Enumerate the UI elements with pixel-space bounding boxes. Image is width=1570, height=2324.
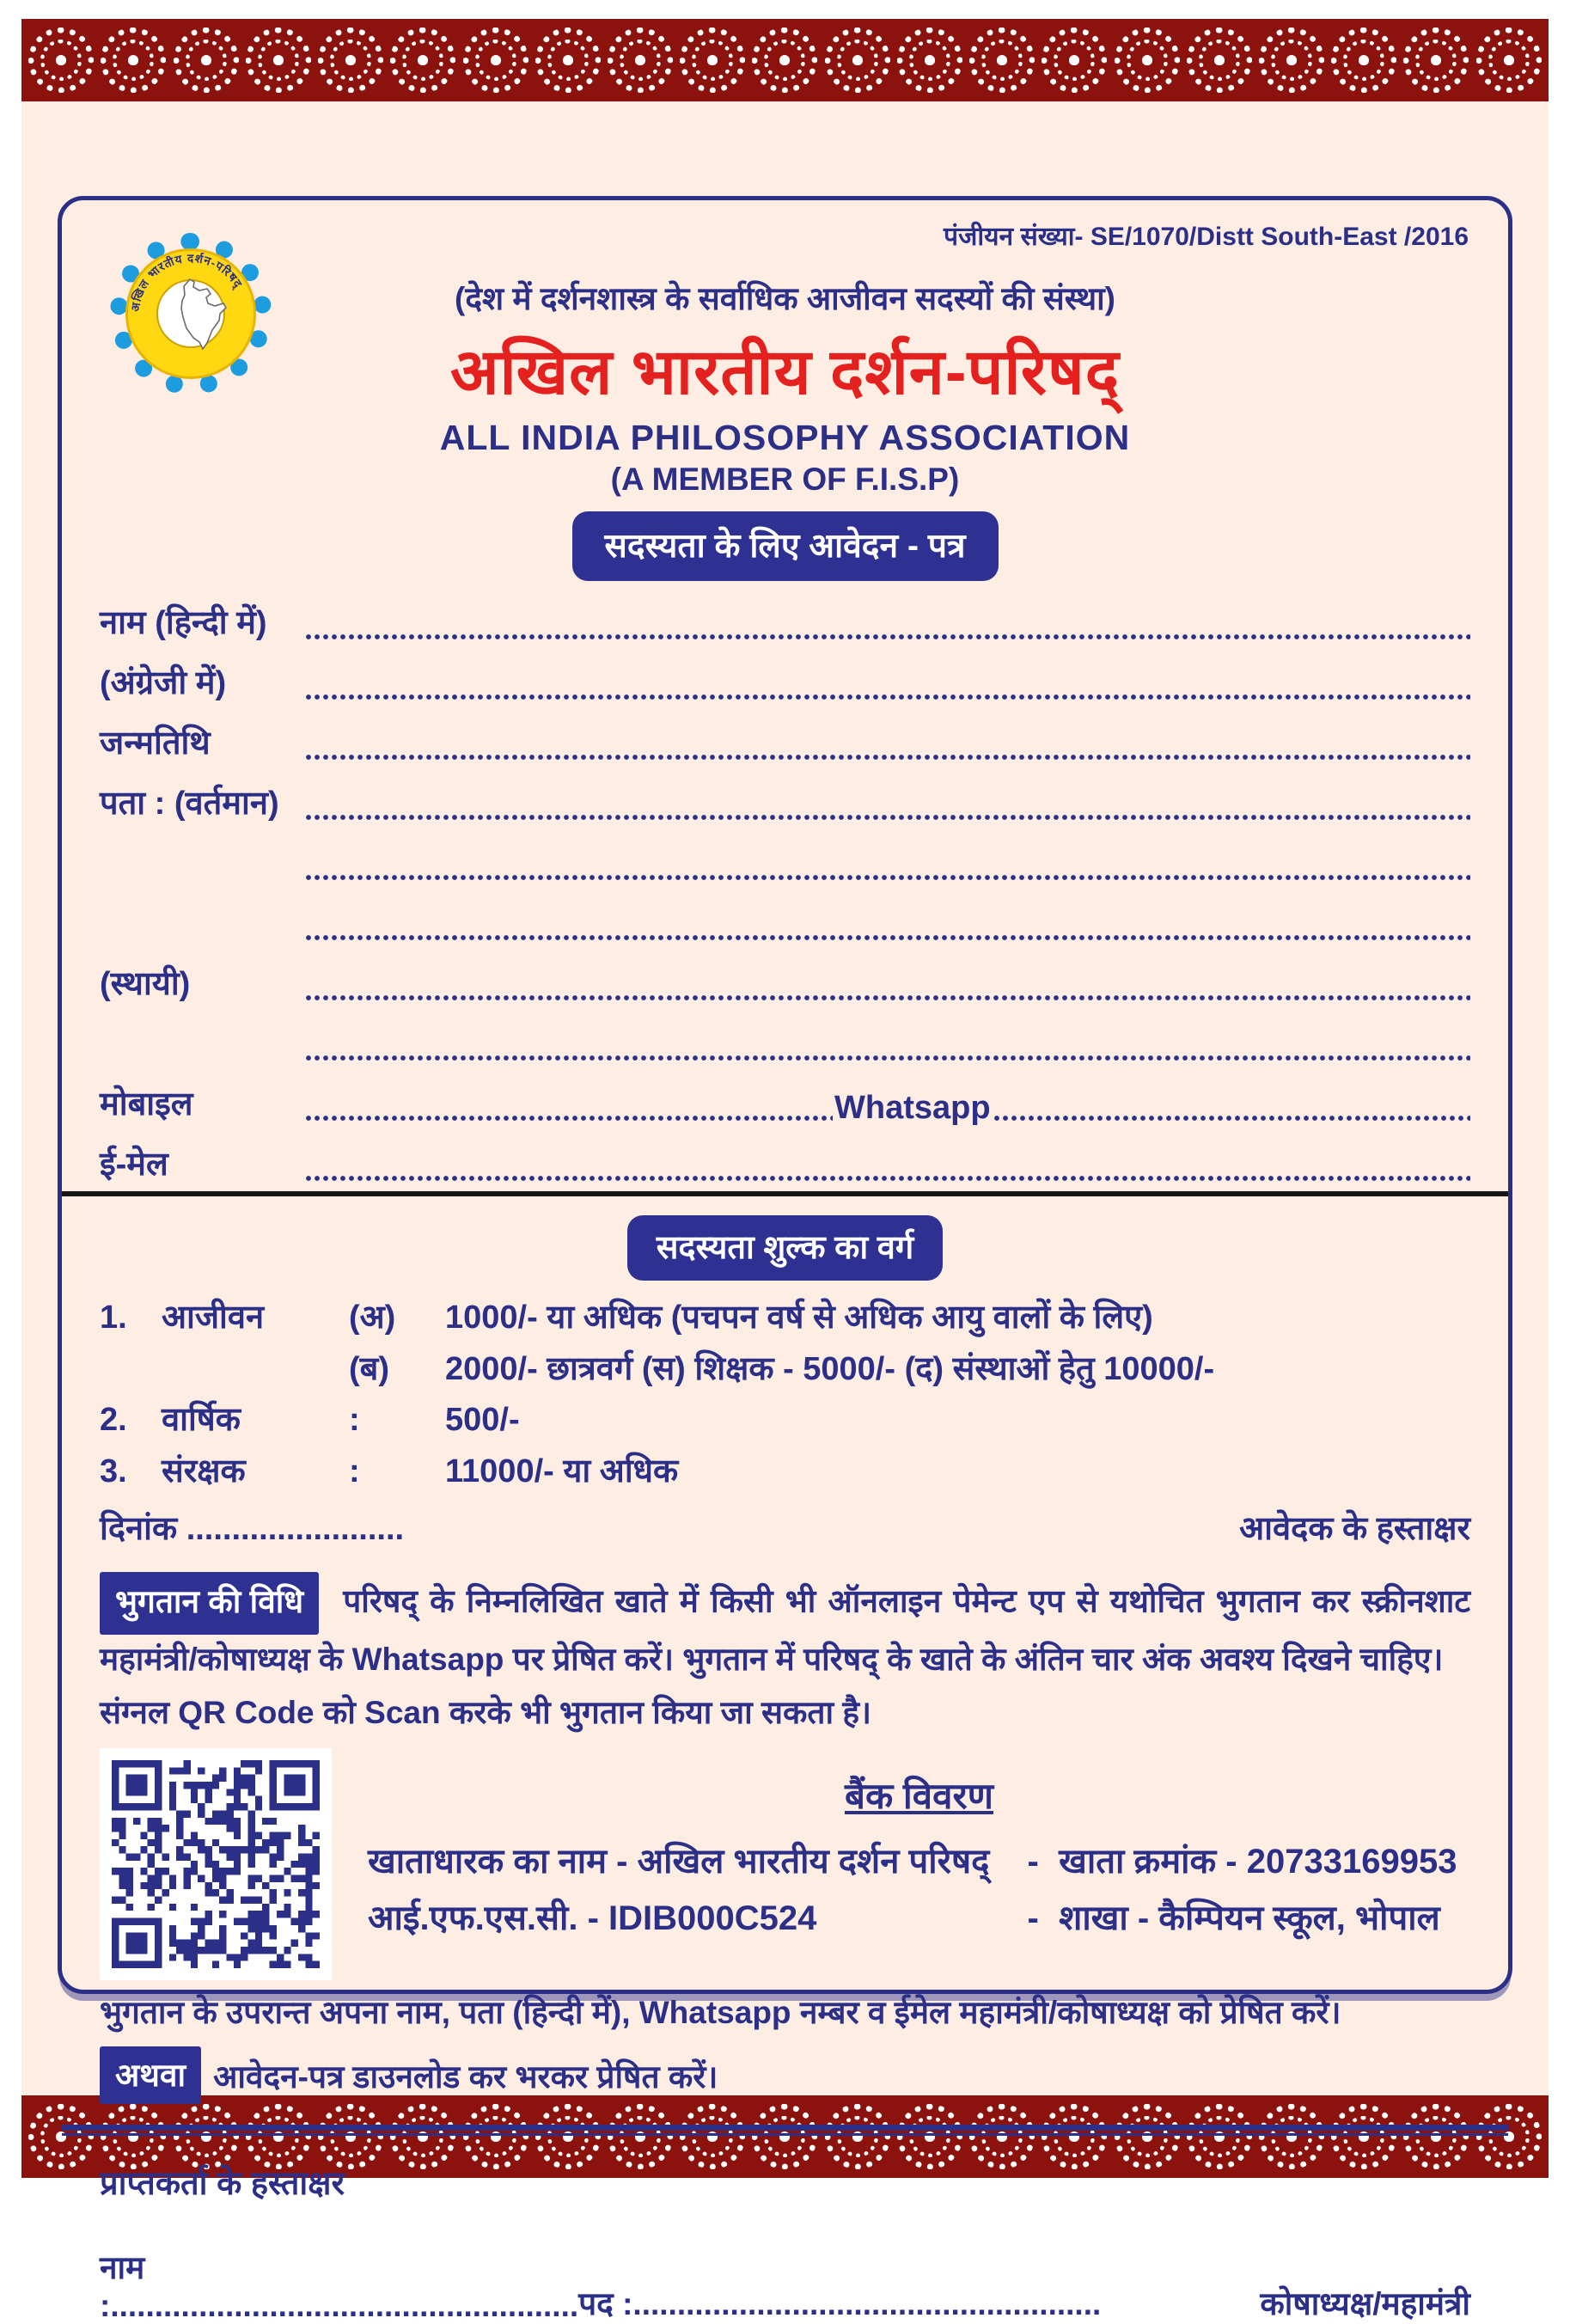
form-field-row — [100, 1145, 1470, 1183]
fee-name — [162, 1351, 349, 1389]
fee-row — [100, 1402, 1470, 1440]
field-label-address-current: पता : (वर्तमान) — [100, 786, 279, 823]
fee-name: संरक्षक — [162, 1453, 246, 1490]
logo-ring-text: अखिल भारतीय दर्शन-परिषद् — [128, 251, 245, 313]
field-label-mobile: मोबाइल — [100, 1086, 193, 1123]
rangoli-motif-icon — [1115, 28, 1180, 93]
fee-table — [100, 1300, 1470, 1491]
rangoli-motif-icon — [680, 28, 745, 93]
rangoli-motif-icon — [28, 28, 94, 93]
footer-name-label: नाम :..................................................... — [100, 2250, 579, 2324]
rangoli-motif-icon — [28, 2104, 94, 2169]
bank-details-section — [100, 1748, 1470, 1980]
org-name-hindi: अखिल भारतीय दर्शन-परिषद् — [449, 336, 1121, 407]
rangoli-motif-icon — [608, 28, 673, 93]
dash: - — [1027, 1899, 1039, 1938]
rangoli-motif-icon — [969, 28, 1035, 93]
fee-subcategory: : — [349, 1453, 360, 1490]
account-holder-name: खाताधारक का नाम - अखिल भारतीय दर्शन परिषद् — [368, 1843, 990, 1881]
form-field-row — [100, 603, 1470, 641]
decorative-border-top — [21, 19, 1549, 101]
footer-divider — [62, 2125, 1508, 2136]
bank-details-heading: बैंक विवरण — [844, 1776, 994, 1817]
rangoli-motif-icon — [1331, 28, 1396, 93]
payment-text-1: परिषद् के निम्नलिखित खाते में किसी भी ऑनलाइन पेमेन्ट एप से यथोचित भुगतान कर स्क्रीनशाट — [343, 1583, 1470, 1619]
dotted-line — [304, 990, 1470, 1002]
field-label-name-english: (अंग्रेजी में) — [100, 665, 227, 702]
fee-subcategory: (ब) — [349, 1350, 390, 1387]
section-divider — [62, 1191, 1508, 1196]
rangoli-motif-icon — [174, 28, 239, 93]
fee-row — [100, 1453, 1470, 1491]
fee-description: 11000/- या अधिक — [445, 1453, 679, 1490]
form-sheet — [21, 19, 1549, 2324]
fee-row — [100, 1300, 1470, 1337]
footer-designation: कोषाध्यक्ष/महामंत्री — [1260, 2286, 1470, 2322]
fee-description: 500/- — [445, 1402, 520, 1439]
rangoli-motif-icon — [1403, 28, 1469, 93]
fee-name: आजीवन — [162, 1300, 265, 1336]
logo-detail — [107, 229, 275, 398]
fee-number: 2. — [100, 1402, 127, 1439]
fee-number — [100, 1351, 162, 1389]
whatsapp-inline-label: Whatsapp — [834, 1089, 991, 1126]
org-tagline: (देश में दर्शनशास्त्र के सर्वाधिक आजीवन सदस्यों की संस्था) — [455, 281, 1115, 316]
form-title-badge: सदस्यता के लिए आवेदन - पत्र — [572, 511, 999, 581]
rangoli-motif-icon — [535, 28, 601, 93]
application-form — [58, 196, 1512, 2324]
account-number: खाता क्रमांक - 20733169953 — [1059, 1843, 1457, 1881]
field-label-email: ई-मेल — [100, 1147, 168, 1183]
fee-description: 2000/- छात्रवर्ग (स) शिक्षक - 5000/- (द) संस्थाओं हेतु 10000/- — [445, 1350, 1215, 1387]
rangoli-motif-icon — [1187, 28, 1252, 93]
dotted-line — [304, 749, 1470, 761]
branch-name: शाखा - कैम्पियन स्कूल, भोपाल — [1059, 1899, 1440, 1938]
rangoli-motif-icon — [101, 28, 166, 93]
form-field-row — [100, 844, 1470, 882]
dotted-line — [304, 1110, 833, 1122]
fee-section-title-badge: सदस्यता शुल्क का वर्ग — [627, 1215, 944, 1281]
payment-method-badge: भुगतान की विधि — [100, 1572, 319, 1635]
form-field-row — [100, 904, 1470, 942]
or-badge: अथवा — [100, 2046, 201, 2104]
receiver-signature-label: प्राप्तकर्ता के हस्ताक्षर — [100, 2166, 345, 2203]
rangoli-motif-icon — [1259, 28, 1324, 93]
rangoli-motif-icon — [825, 28, 890, 93]
qr-code — [100, 1748, 332, 1980]
fee-subcategory: : — [349, 1402, 360, 1439]
applicant-signature-label: आवेदक के हस्ताक्षर — [1239, 1510, 1470, 1547]
india-map-icon — [181, 279, 226, 349]
or-row — [100, 2046, 1470, 2104]
field-label-dob: जन्मतिथि — [100, 725, 211, 762]
rangoli-motif-icon — [318, 28, 383, 93]
fee-name: वार्षिक — [162, 1402, 241, 1439]
form-field-row — [100, 784, 1470, 822]
field-label-name-hindi: नाम (हिन्दी में) — [100, 605, 267, 642]
bank-row — [368, 1899, 1470, 1938]
dotted-line — [304, 870, 1470, 882]
form-fields — [100, 603, 1470, 1183]
rangoli-motif-icon — [463, 28, 528, 93]
dotted-line — [304, 689, 1470, 701]
payment-text-3: संग्नल QR Code को Scan करके भी भुगतान किया जा सकता है। — [100, 1695, 871, 1731]
rangoli-motif-icon — [1476, 2104, 1542, 2169]
fee-subcategory: (अ) — [349, 1300, 396, 1336]
dotted-line — [304, 1171, 1470, 1183]
form-field-row — [100, 1024, 1470, 1062]
date-label: दिनांक ........................ — [100, 1510, 405, 1547]
fee-row — [100, 1351, 1470, 1389]
dash: - — [1027, 1843, 1039, 1881]
footer-row — [100, 2244, 1470, 2324]
field-label-address-permanent: (स्थायी) — [100, 966, 191, 1003]
form-field-row — [100, 964, 1470, 1002]
post-payment-note: भुगतान के उपरान्त अपना नाम, पता (हिन्दी में), Whatsapp नम्बर व ईमेल महामंत्री/कोषाध्यक्ष को प्रेषित करें। — [100, 1995, 1341, 2031]
dotted-line — [304, 629, 1470, 641]
fee-number: 3. — [100, 1453, 127, 1490]
bank-row — [368, 1842, 1470, 1881]
rangoli-motif-icon — [246, 28, 311, 93]
rangoli-motif-icon — [390, 28, 455, 93]
or-text: आवेदन-पत्र डाउनलोड कर भरकर प्रेषित करें। — [213, 2059, 718, 2095]
org-logo — [107, 229, 275, 398]
dotted-line — [304, 1050, 1470, 1062]
rangoli-motif-icon — [897, 28, 962, 93]
payment-text-2: महामंत्री/कोषाध्यक्ष के Whatsapp पर प्रेषित करें। भुगतान में परिषद् के खाते के अंतिन चार अंक अवश्य दिखने चाहिए। — [100, 1642, 1444, 1678]
rangoli-motif-icon — [1042, 28, 1107, 93]
registration-number: पंजीयन संख्या- SE/1070/Distt South-East /2016 — [944, 223, 1469, 251]
payment-method-paragraph — [100, 1572, 1470, 1685]
org-name-english: ALL INDIA PHILOSOPHY ASSOCIATION — [439, 418, 1131, 457]
fee-number: 1. — [100, 1300, 127, 1336]
dotted-line — [304, 930, 1470, 942]
form-field-row — [100, 1085, 1470, 1126]
dotted-line — [304, 810, 1470, 822]
form-field-row — [100, 664, 1470, 701]
membership-note: (A MEMBER OF F.I.S.P) — [610, 462, 960, 497]
rangoli-motif-icon — [1476, 28, 1542, 93]
rangoli-motif-icon — [752, 28, 817, 93]
dotted-line — [993, 1110, 1470, 1122]
fee-description: 1000/- या अधिक (पचपन वर्ष से अधिक आयु वालों के लिए) — [445, 1300, 1153, 1336]
footer-post-label: पद :..................................................... — [578, 2286, 1102, 2322]
ifsc-code: आई.एफ.एस.सी. - IDIB000C524 — [368, 1899, 817, 1938]
form-field-row — [100, 724, 1470, 761]
